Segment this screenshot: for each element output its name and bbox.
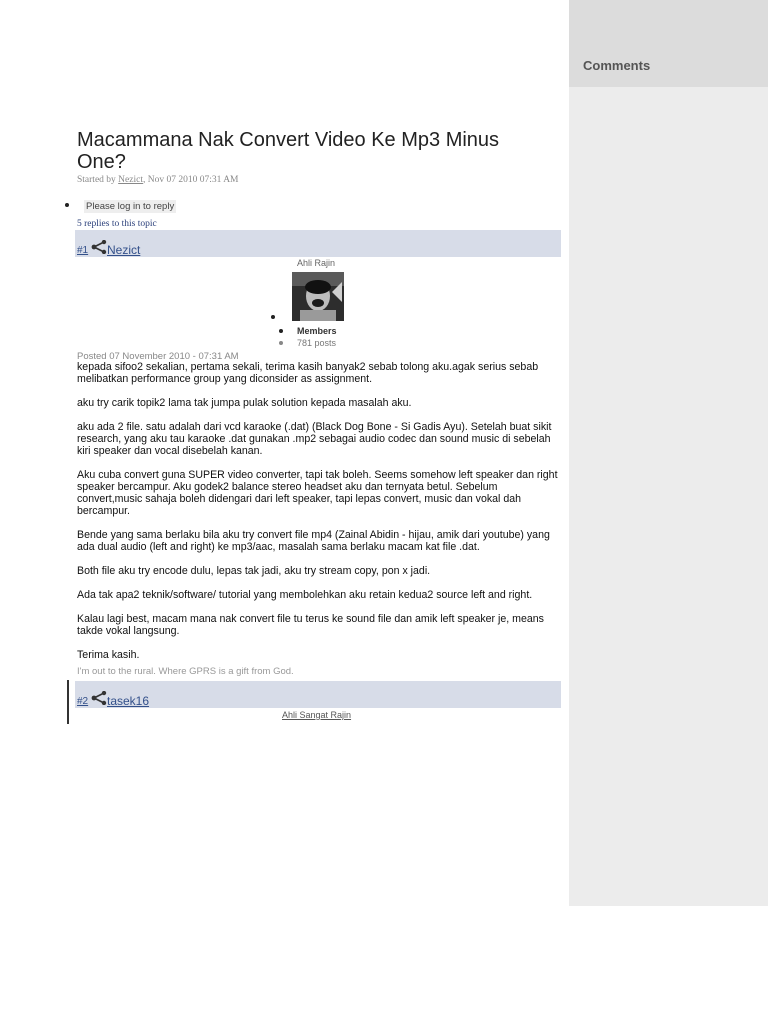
started-by-prefix: Started by	[77, 175, 119, 185]
share-icon[interactable]	[91, 240, 107, 254]
post-author-link[interactable]: Nezict	[107, 243, 141, 257]
post-paragraph: Ada tak apa2 teknik/software/ tutorial yang membolehkan aku retain kedua2 source left and right.	[77, 589, 533, 601]
list-bullet	[65, 203, 69, 207]
list-bullet	[271, 315, 275, 319]
post-paragraph: aku ada 2 file. satu adalah dari vcd karaoke (.dat) (Black Dog Bone - Si Gadis Ayu). Setelah buat sikit research, yang aku tau karaoke .dat gunakan .mp2 sebagai audio codec dan sound music di sebelah kiri speaker dan vocal disebelah kanan.	[77, 421, 552, 457]
member-rank: Ahli Rajin	[297, 258, 336, 268]
post-date: Posted 07 November 2010 - 07:31 AM	[77, 351, 239, 362]
post-header-bar	[75, 230, 561, 257]
post-paragraph: Terima kasih.	[77, 649, 140, 661]
list-bullet	[279, 329, 283, 333]
post-number-link[interactable]: #1	[77, 245, 89, 256]
started-by-user-link[interactable]: Nezict	[118, 175, 143, 185]
post-number-link[interactable]: #2	[77, 696, 89, 707]
share-icon[interactable]	[91, 691, 107, 705]
post-signature: I'm out to the rural. Where GPRS is a gift from God.	[77, 666, 294, 677]
post-paragraph: kepada sifoo2 sekalian, pertama sekali, terima kasih banyak2 sebab tolong aku.agak serius sebab melibatkan performance group yang diconsider as assignment.	[77, 361, 539, 385]
replies-count: 5 replies to this topic	[77, 219, 157, 229]
member-rank[interactable]: Ahli Sangat Rajin	[282, 710, 352, 720]
avatar[interactable]	[292, 272, 344, 321]
post-paragraph: aku try carik topik2 lama tak jumpa pulak solution kepada masalah aku.	[77, 397, 412, 409]
member-group: Members	[297, 326, 337, 336]
post-paragraph: Aku cuba convert guna SUPER video converter, tapi tak boleh. Seems somehow left speaker dan right speaker bercampur. Aku godek2 balance stereo headset aku dan ternyata betul. Sebelum convert,music sahaja boleh didengari dari left speaker, tapi lepas convert, music dan vokal dah bercampur.	[77, 469, 558, 517]
post-paragraph: Bende yang sama berlaku bila aku try convert file mp4 (Zainal Abidin - hijau, amik dari youtube) yang ada dual audio (left and right) ke mp3/aac, masalah sama berlaku macam kat file .dat.	[77, 529, 550, 553]
avatar-image	[292, 272, 344, 321]
topic-title: Macammana Nak Convert Video Ke Mp3 Minus One?	[77, 129, 500, 173]
comments-panel	[569, 0, 768, 906]
post-body	[77, 361, 563, 661]
started-date: , Nov 07 2010 07:31 AM	[142, 175, 239, 185]
post-author-link[interactable]: tasek16	[107, 694, 150, 708]
post-paragraph: Kalau lagi best, macam mana nak convert file tu terus ke sound file dan amik left speaker je, means takde vokal langsung.	[77, 613, 544, 637]
list-bullet	[279, 341, 283, 345]
topic-started-by	[77, 175, 239, 185]
comments-header: Comments	[569, 0, 768, 87]
post-paragraph: Both file aku try encode dulu, lepas tak jadi, aku try stream copy, pon x jadi.	[77, 565, 431, 577]
quote-divider	[67, 680, 69, 724]
post-count: 781 posts	[297, 338, 337, 348]
post-header-bar	[75, 681, 561, 708]
login-to-reply-button[interactable]: Please log in to reply	[86, 201, 175, 212]
